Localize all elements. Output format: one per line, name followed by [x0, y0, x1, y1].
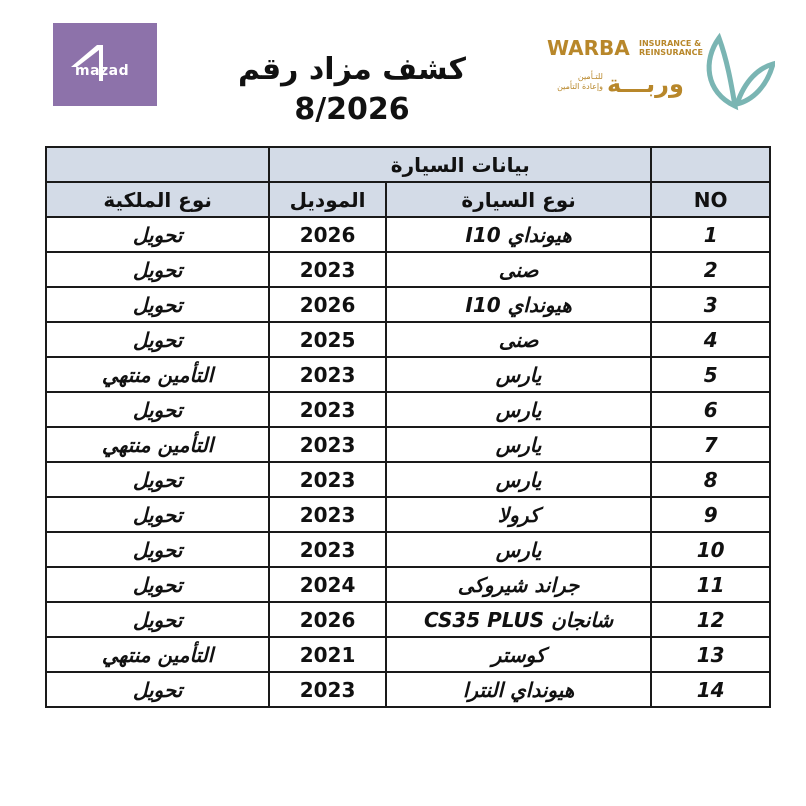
cell-ownership: تحويل: [46, 532, 269, 567]
warba-ar-small-1: للتـأمين: [577, 72, 603, 81]
cell-car-type: كوستر: [386, 637, 651, 672]
cell-car-type: يارس: [386, 532, 651, 567]
cell-ownership: التأمين منتهي: [46, 427, 269, 462]
cell-ownership: تحويل: [46, 602, 269, 637]
cell-no: 8: [651, 462, 770, 497]
warba-logo-name: WARBA: [547, 36, 630, 60]
table-row: [46, 567, 770, 602]
cell-model: 2023: [269, 252, 386, 287]
table-row: [46, 602, 770, 637]
table-row: [46, 532, 770, 567]
cell-car-type: صنى: [386, 252, 651, 287]
cell-car-type: هيونداي I10: [386, 287, 651, 322]
cell-car-type: يارس: [386, 357, 651, 392]
cell-no: 6: [651, 392, 770, 427]
cell-car-type: صنى: [386, 322, 651, 357]
cell-model: 2023: [269, 427, 386, 462]
cell-model: 2023: [269, 357, 386, 392]
cell-ownership: التأمين منتهي: [46, 637, 269, 672]
warba-logo-arabic-small: [547, 72, 603, 92]
cell-model: 2023: [269, 392, 386, 427]
table-header-row: [46, 182, 770, 217]
cell-no: 5: [651, 357, 770, 392]
cell-car-type: هيونداي I10: [386, 217, 651, 252]
cell-model: 2026: [269, 602, 386, 637]
warba-tagline-1: INSURANCE &: [639, 39, 702, 48]
cell-car-type: يارس: [386, 392, 651, 427]
cell-model: 2024: [269, 567, 386, 602]
group-header-car-data: بيانات السيارة: [269, 147, 651, 182]
cell-no: 2: [651, 252, 770, 287]
warba-logo-tagline: [639, 39, 703, 57]
table-body: [46, 217, 770, 707]
column-header-no: NO: [651, 182, 770, 217]
table-row: [46, 322, 770, 357]
cell-car-type: شانجان CS35 PLUS: [386, 602, 651, 637]
cell-ownership: تحويل: [46, 217, 269, 252]
cell-no: 13: [651, 637, 770, 672]
cell-ownership: تحويل: [46, 392, 269, 427]
cell-car-type: كرولا: [386, 497, 651, 532]
cell-model: 2026: [269, 217, 386, 252]
cell-model: 2023: [269, 532, 386, 567]
cell-no: 11: [651, 567, 770, 602]
auction-table: [45, 146, 771, 708]
table-row: [46, 287, 770, 322]
cell-ownership: تحويل: [46, 322, 269, 357]
table-row: [46, 252, 770, 287]
table-row: [46, 497, 770, 532]
table-group-header-row: [46, 147, 770, 182]
cell-no: 7: [651, 427, 770, 462]
cell-model: 2023: [269, 462, 386, 497]
warba-tagline-2: REINSURANCE: [639, 48, 703, 57]
cell-ownership: تحويل: [46, 497, 269, 532]
table-row: [46, 637, 770, 672]
cell-model: 2023: [269, 672, 386, 707]
column-header-ownership: نوع الملكية: [46, 182, 269, 217]
cell-no: 14: [651, 672, 770, 707]
cell-ownership: تحويل: [46, 287, 269, 322]
cell-ownership: تحويل: [46, 462, 269, 497]
cell-no: 12: [651, 602, 770, 637]
cell-no: 1: [651, 217, 770, 252]
group-header-empty-right: [651, 147, 770, 182]
warba-ar-small-2: وإعادة التأمين: [557, 82, 603, 91]
warba-logo-arabic: وربـــة: [607, 70, 684, 98]
cell-ownership: تحويل: [46, 672, 269, 707]
cell-ownership: تحويل: [46, 252, 269, 287]
cell-no: 9: [651, 497, 770, 532]
warba-logo: [545, 30, 775, 110]
cell-model: 2025: [269, 322, 386, 357]
leaf-icon: [697, 30, 775, 114]
cell-no: 4: [651, 322, 770, 357]
table-row: [46, 672, 770, 707]
mazad-logo-text: mazad: [75, 63, 130, 79]
column-header-model: الموديل: [269, 182, 386, 217]
mazad-logo: [53, 23, 157, 106]
cell-no: 10: [651, 532, 770, 567]
cell-model: 2023: [269, 497, 386, 532]
cell-car-type: هيونداي النترا: [386, 672, 651, 707]
cell-model: 2021: [269, 637, 386, 672]
cell-car-type: يارس: [386, 462, 651, 497]
table-row: [46, 357, 770, 392]
table-row: [46, 392, 770, 427]
cell-no: 3: [651, 287, 770, 322]
table-row: [46, 427, 770, 462]
table-row: [46, 462, 770, 497]
column-header-car-type: نوع السيارة: [386, 182, 651, 217]
cell-car-type: يارس: [386, 427, 651, 462]
page-title: كشف مزاد رقم 8/2026: [238, 52, 466, 127]
cell-ownership: التأمين منتهي: [46, 357, 269, 392]
table-row: [46, 217, 770, 252]
cell-car-type: جراند شيروكى: [386, 567, 651, 602]
group-header-empty-left: [46, 147, 269, 182]
cell-model: 2026: [269, 287, 386, 322]
cell-ownership: تحويل: [46, 567, 269, 602]
